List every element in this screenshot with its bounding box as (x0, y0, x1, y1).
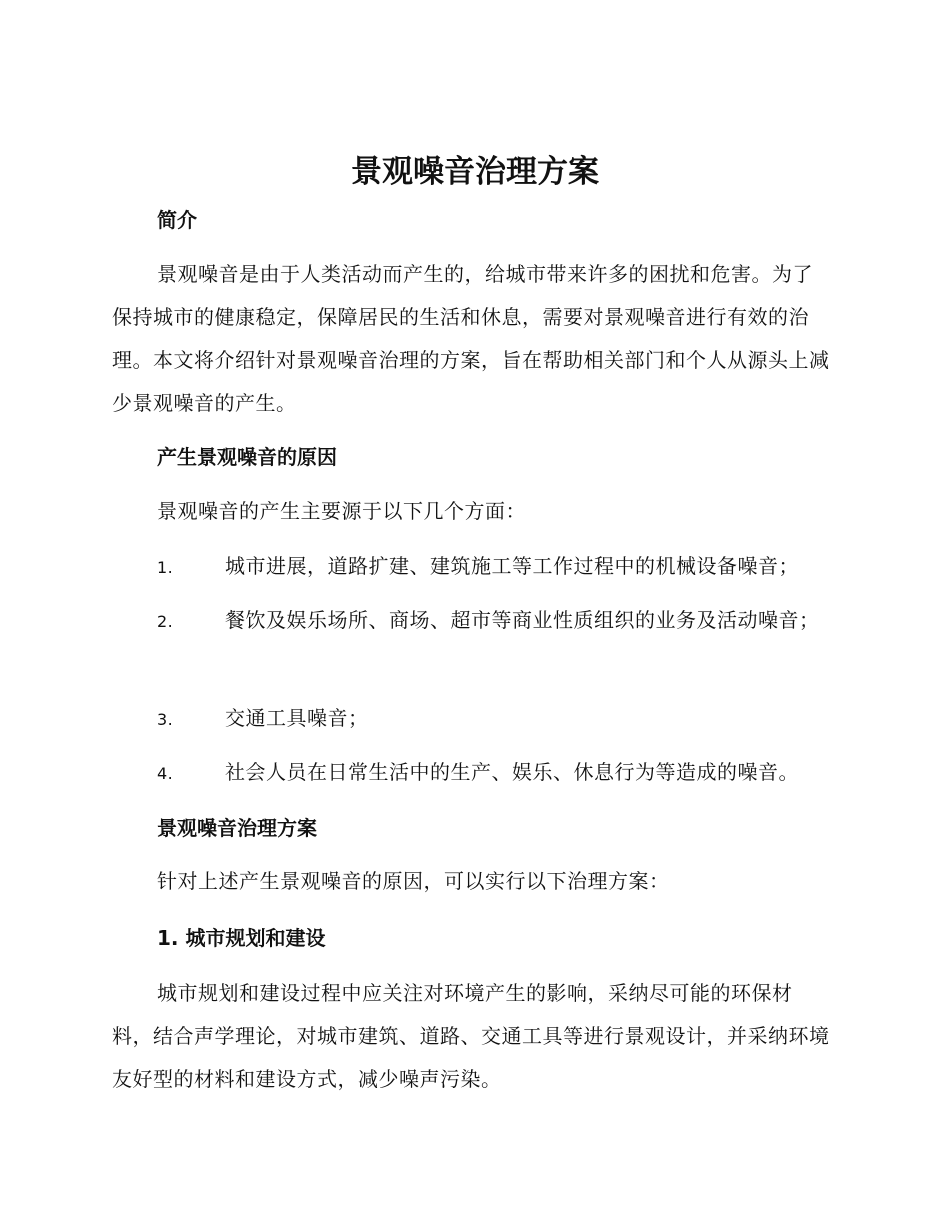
list-item (112, 751, 832, 795)
list-item-text: 餐饮及娱乐场所、商场、超市等商业性质组织的业务及活动噪音； (225, 608, 820, 632)
list-item-number: 3. (157, 710, 174, 729)
list-item-number: 4. (157, 764, 174, 783)
section-heading-solutions: 景观噪音治理方案 (157, 816, 317, 840)
section-heading-intro: 简介 (157, 208, 197, 232)
list-item-number: 1. (157, 558, 174, 577)
document-title: 景观噪音治理方案 (351, 154, 599, 190)
causes-lead: 景观噪音的产生主要源于以下几个方面： (157, 499, 526, 523)
list-item-number: 2. (157, 612, 174, 631)
list-item-text: 交通工具噪音； (225, 706, 369, 730)
planning-paragraph: 城市规划和建设过程中应关注对环境产生的影响，采纳尽可能的环保材料，结合声学理论，对城市建筑、道路、交通工具等进行景观设计，并采纳环境友好型的材料和建设方式，减少噪声污染。 (112, 981, 830, 1091)
intro-paragraph: 景观噪音是由于人类活动而产生的，给城市带来许多的困扰和危害。为了保持城市的健康稳定，保障居民的生活和休息，需要对景观噪音进行有效的治理。本文将介绍针对景观噪音治理的方案，旨在帮助相关部门和个人从源头上减少景观噪音的产生。 (112, 262, 830, 415)
list-item (112, 545, 832, 589)
solutions-lead: 针对上述产生景观噪音的原因，可以实行以下治理方案： (157, 869, 670, 893)
subsection-heading-planning: 1. 城市规划和建设 (157, 926, 326, 950)
list-item (112, 599, 832, 643)
list-item-text: 社会人员在日常生活中的生产、娱乐、休息行为等造成的噪音。 (225, 760, 799, 784)
section-heading-causes: 产生景观噪音的原因 (157, 445, 337, 469)
list-item (112, 697, 832, 741)
list-item-text: 城市进展，道路扩建、建筑施工等工作过程中的机械设备噪音； (225, 554, 799, 578)
